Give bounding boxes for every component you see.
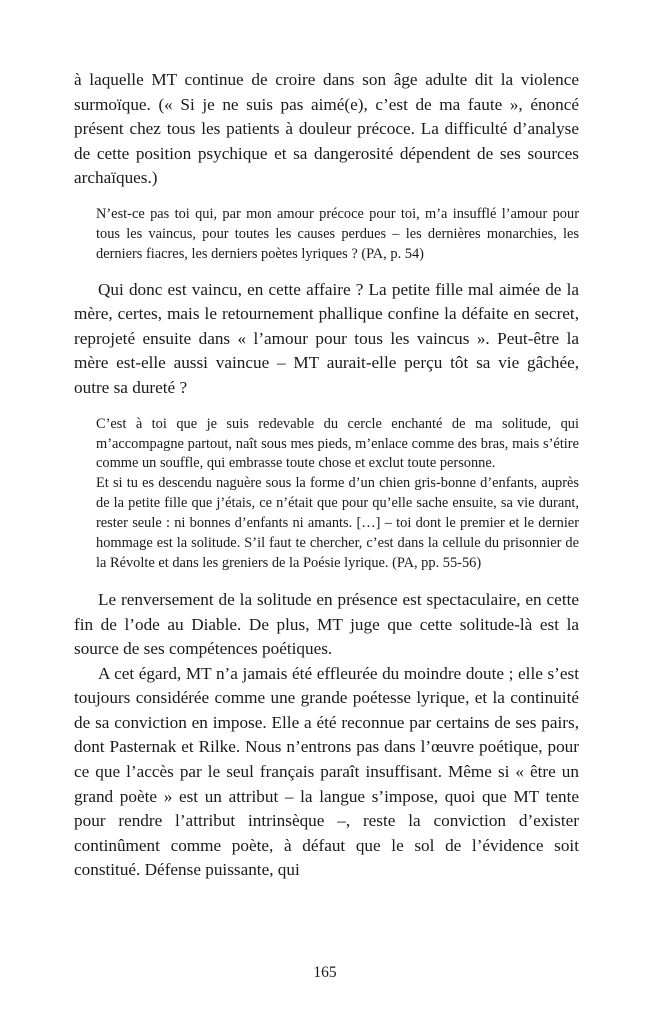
- paragraph-renversement: Le renversement de la solitude en présence est spectaculaire, en cette fin de l’ode au Diable. De plus, MT juge que cette solitude-là est la source de ses compétences poétiques.: [74, 589, 579, 659]
- quote-text: N’est-ce pas toi qui, par mon amour précoce pour toi, m’a insufflé l’amour pour tous les vaincus, pour toutes les causes perdues – les dernières monarchies, les derniers fiacres, les derniers poètes lyriques ? (PA, p. 54): [96, 205, 579, 262]
- paragraph-vaincu: Qui donc est vaincu, en cette affaire ? La petite fille mal aimée de la mère, certes, mais le retournement phallique confine la défaite en secret, reprojeté ensuite dans « l’amour pour tous les vaincus ». Peut-être la mère est-elle aussi vaincue – MT aurait-elle perçu tôt sa vie gâchée, outre sa dureté ?: [74, 279, 579, 398]
- quote-text-second: Et si tu es descendu naguère sous la forme d’un chien gris-bonne d’enfants, auprès de la petite fille que j’étais, ce n’était que pour qu’elle sache ensuite, sa vie durant, rester seule : ni bonnes d’enfants ni amants. […] – toi dont le premier et le dernier hommage est la solitude. S’il faut te chercher, c’est dans la cellule du prisonnier de la Révolte et dans les greniers de la Poésie lyrique. (PA, pp. 55-56): [96, 475, 579, 571]
- page-body: [74, 68, 579, 883]
- paragraph-continuation: à laquelle MT continue de croire dans son âge adulte dit la violence surmoïque. (« Si je ne suis pas aimé(e), c’est de ma faute », énoncé présent chez tous les patients à douleur précoce. La difficulté d’analyse de cette position psychique et sa dangerosité dépendent de ses sources archaïques.): [74, 70, 579, 188]
- block-quote-1: [96, 205, 579, 265]
- paragraph-a-cet-egard: A cet égard, MT n’a jamais été effleurée du moindre doute ; elle s’est toujours considérée comme une grande poétesse lyrique, et la continuité de sa conviction en impose. Elle a été reconnue par certains de ses pairs, dont Pasternak et Rilke. Nous n’entrons pas dans l’œuvre poétique, pour ce que l’accès par le seul français paraît insuffisant. Même si « être un grand poète » est un attribut – la langue s’impose, quoi que MT tente pour rendre l’attribut intrinsèque –, reste la conviction d’exister continûment comme poète, à défaut que le sol de l’évidence soit constitué. Défense puissante, qui: [74, 663, 579, 880]
- quote-text-first: C’est à toi que je suis redevable du cercle enchanté de ma solitude, qui m’accompagne partout, naît sous mes pieds, m’enlace comme des bras, mais s’étire comme un souffle, qui embrasse toute chose et exclut toute personne.: [96, 415, 579, 472]
- page-number: 165: [313, 964, 337, 981]
- block-quote-2: [96, 415, 579, 574]
